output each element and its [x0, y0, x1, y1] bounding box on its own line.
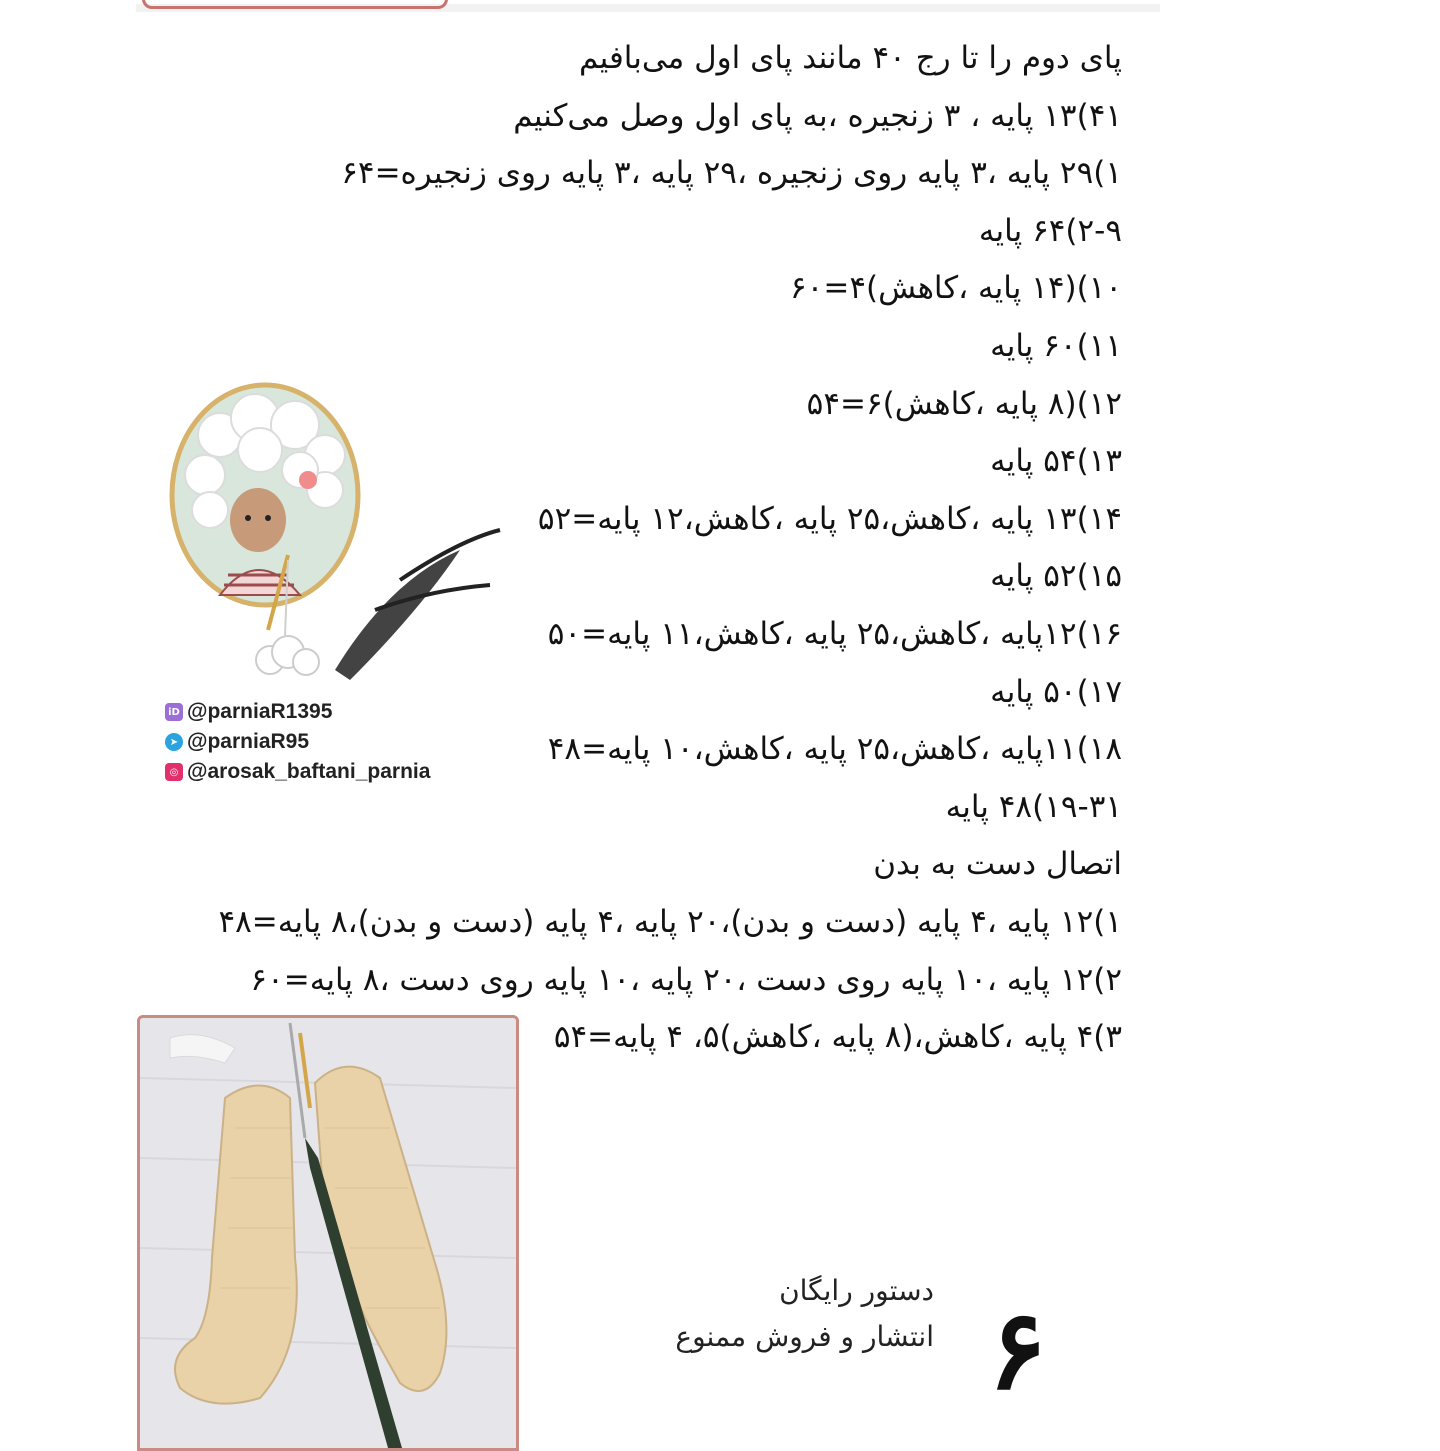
pattern-line: ۱۳)۵۴ پایه: [990, 443, 1122, 480]
pattern-line: ۱۹-۳۱)۴۸ پایه: [945, 788, 1122, 825]
brand-logo: [160, 380, 520, 700]
pattern-line: ۱۲)(۸ پایه ،کاهش)۶=۵۴: [806, 385, 1122, 422]
pattern-line: ۳)۴ پایه ،کاهش،(۸ پایه ،کاهش)۵، ۴ پایه=۵۴: [553, 1019, 1122, 1056]
pattern-line: ۱۸)۱۱پایه ،کاهش،۲۵ پایه ،کاهش،۱۰ پایه=۴۸: [547, 731, 1122, 768]
pattern-line: ۱۴)۱۳ پایه ،کاهش،۲۵ پایه ،کاهش،۱۲ پایه=۵۲: [537, 500, 1122, 537]
pattern-line: ۱)۱۲ پایه ،۴ پایه (دست و بدن)،۲۰ پایه ،۴ پایه (دست و بدن)،۸ پایه=۴۸: [218, 903, 1122, 940]
handle-instagram: [165, 757, 495, 787]
instagram-icon: ◎: [165, 763, 183, 781]
pattern-line: ۱)۲۹ پایه ،۳ پایه روی زنجیره ،۲۹ پایه ،۳ پایه روی زنجیره=۶۴: [341, 155, 1122, 192]
pattern-line: ۲-۹)۶۴ پایه: [978, 212, 1122, 249]
social-handles: [165, 697, 495, 787]
id-icon: iD: [165, 703, 183, 721]
top-tab-edge: [142, 0, 448, 9]
legs-illustration: [140, 1018, 516, 1448]
telegram-icon: ➤: [165, 733, 183, 751]
pattern-line: ۱۶)۱۲پایه ،کاهش،۲۵ پایه ،کاهش،۱۱ پایه=۵۰: [547, 615, 1122, 652]
section-heading: اتصال دست به بدن: [873, 846, 1122, 883]
pattern-line: ۱۰)(۱۴ پایه ،کاهش)۴=۶۰: [790, 270, 1122, 307]
pattern-line: ۲)۱۲ پایه ،۱۰ پایه روی دست ،۲۰ پایه ،۱۰ پایه روی دست ،۸ پایه=۶۰: [250, 961, 1122, 998]
pattern-line: ۱۵)۵۲ پایه: [990, 558, 1122, 595]
pattern-line: ۴۱)۱۳ پایه ، ۳ زنجیره ،به پای اول وصل می‌کنیم: [513, 97, 1122, 134]
free-pattern-notice: [675, 1268, 934, 1360]
pattern-line: ۱۱)۶۰ پایه: [990, 327, 1122, 364]
handle-text: @parniaR95: [187, 730, 310, 753]
notice-line-free: دستور رایگان: [779, 1274, 934, 1307]
notice-line-copyright: انتشار و فروش ممنوع: [675, 1320, 934, 1353]
handle-text: @arosak_baftani_parnia: [187, 760, 431, 783]
pattern-line: ۱۷)۵۰ پایه: [990, 673, 1122, 710]
pattern-line: پای دوم را تا رج ۴۰ مانند پای اول می‌بافیم: [578, 40, 1122, 76]
handle-id: [165, 697, 495, 727]
page-number: ۶: [988, 1285, 1048, 1414]
crochet-legs-photo: [137, 1015, 519, 1451]
handle-text: @parniaR1395: [187, 700, 333, 723]
handle-telegram: [165, 727, 495, 757]
